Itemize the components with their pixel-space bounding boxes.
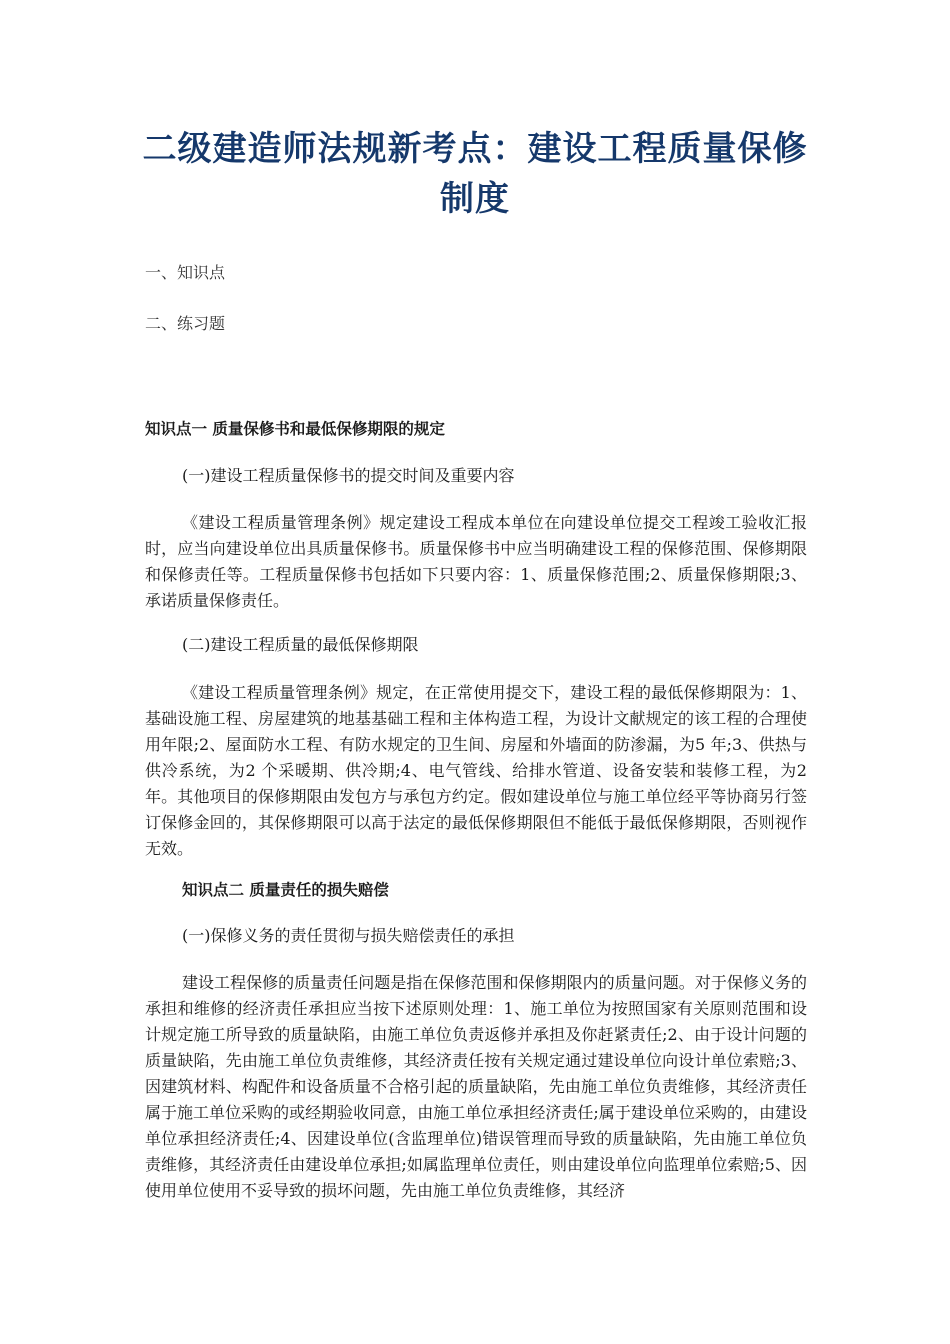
paragraph-1-2: 《建设工程质量管理条例》规定，在正常使用提交下，建设工程的最低保修期限为：1、基础设施工程、房屋建筑的地基基础工程和主体构造工程，为设计文献规定的该工程的合理使用年限;2、屋面防水工程、有防水规定的卫生间、房屋和外墙面的防渗漏，为5 年;3、供热与供冷系统，为2 个采暖期、供冷期;4、电气管线、给排水管道、设备安装和装修工程，为2 年。其他项目的保修期限由发包方与承包方约定。假如建设单位与施工单位经平等协商另行签订保修金回的，其保修期限可以高于法定的最低保修期限但不能低于最低保修期限，否则视作无效。: [145, 683, 807, 858]
section-heading-1: 知识点一 质量保修书和最低保修期限的规定: [145, 420, 445, 438]
toc-item-knowledge-points: 一、知识点: [145, 263, 226, 282]
toc-item-exercises: 二、练习题: [145, 314, 226, 333]
subheading-2-1: (一)保修义务的责任贯彻与损失赔偿责任的承担: [182, 926, 515, 945]
paragraph-1-1: 《建设工程质量管理条例》规定建设工程成本单位在向建设单位提交工程竣工验收汇报时，应当向建设单位出具质量保修书。质量保修书中应当明确建设工程的保修范围、保修期限和保修责任等。工程质量保修书包括如下只要内容：1、质量保修范围;2、质量保修期限;3、承诺质量保修责任。: [145, 513, 807, 610]
subheading-1-2: (二)建设工程质量的最低保修期限: [182, 635, 419, 654]
document-title: 二级建造师法规新考点：建设工程质量保修制度: [142, 129, 808, 219]
paragraph-2-1: 建设工程保修的质量责任问题是指在保修范围和保修期限内的质量问题。对于保修义务的承担和维修的经济责任承担应当按下述原则处理：1、施工单位为按照国家有关原则范围和设计规定施工所导致的质量缺陷，由施工单位负责返修并承担及你赶紧责任;2、由于设计问题的质量缺陷，先由施工单位负责维修，其经济责任按有关规定通过建设单位向设计单位索赔;3、因建筑材料、构配件和设备质量不合格引起的质量缺陷，先由施工单位负责维修，其经济责任属于施工单位采购的或经期验收同意，由施工单位承担经济责任;属于建设单位采购的，由建设单位承担经济责任;4、因建设单位(含监理单位)错误管理而导致的质量缺陷，先由施工单位负责维修，其经济责任由建设单位承担;如属监理单位责任，则由建设单位向监理单位索赔;5、因使用单位使用不妥导致的损坏问题，先由施工单位负责维修，其经济: [145, 973, 807, 1200]
section-heading-2: 知识点二 质量责任的损失赔偿: [182, 881, 389, 899]
subheading-1-1: (一)建设工程质量保修书的提交时间及重要内容: [182, 466, 515, 485]
